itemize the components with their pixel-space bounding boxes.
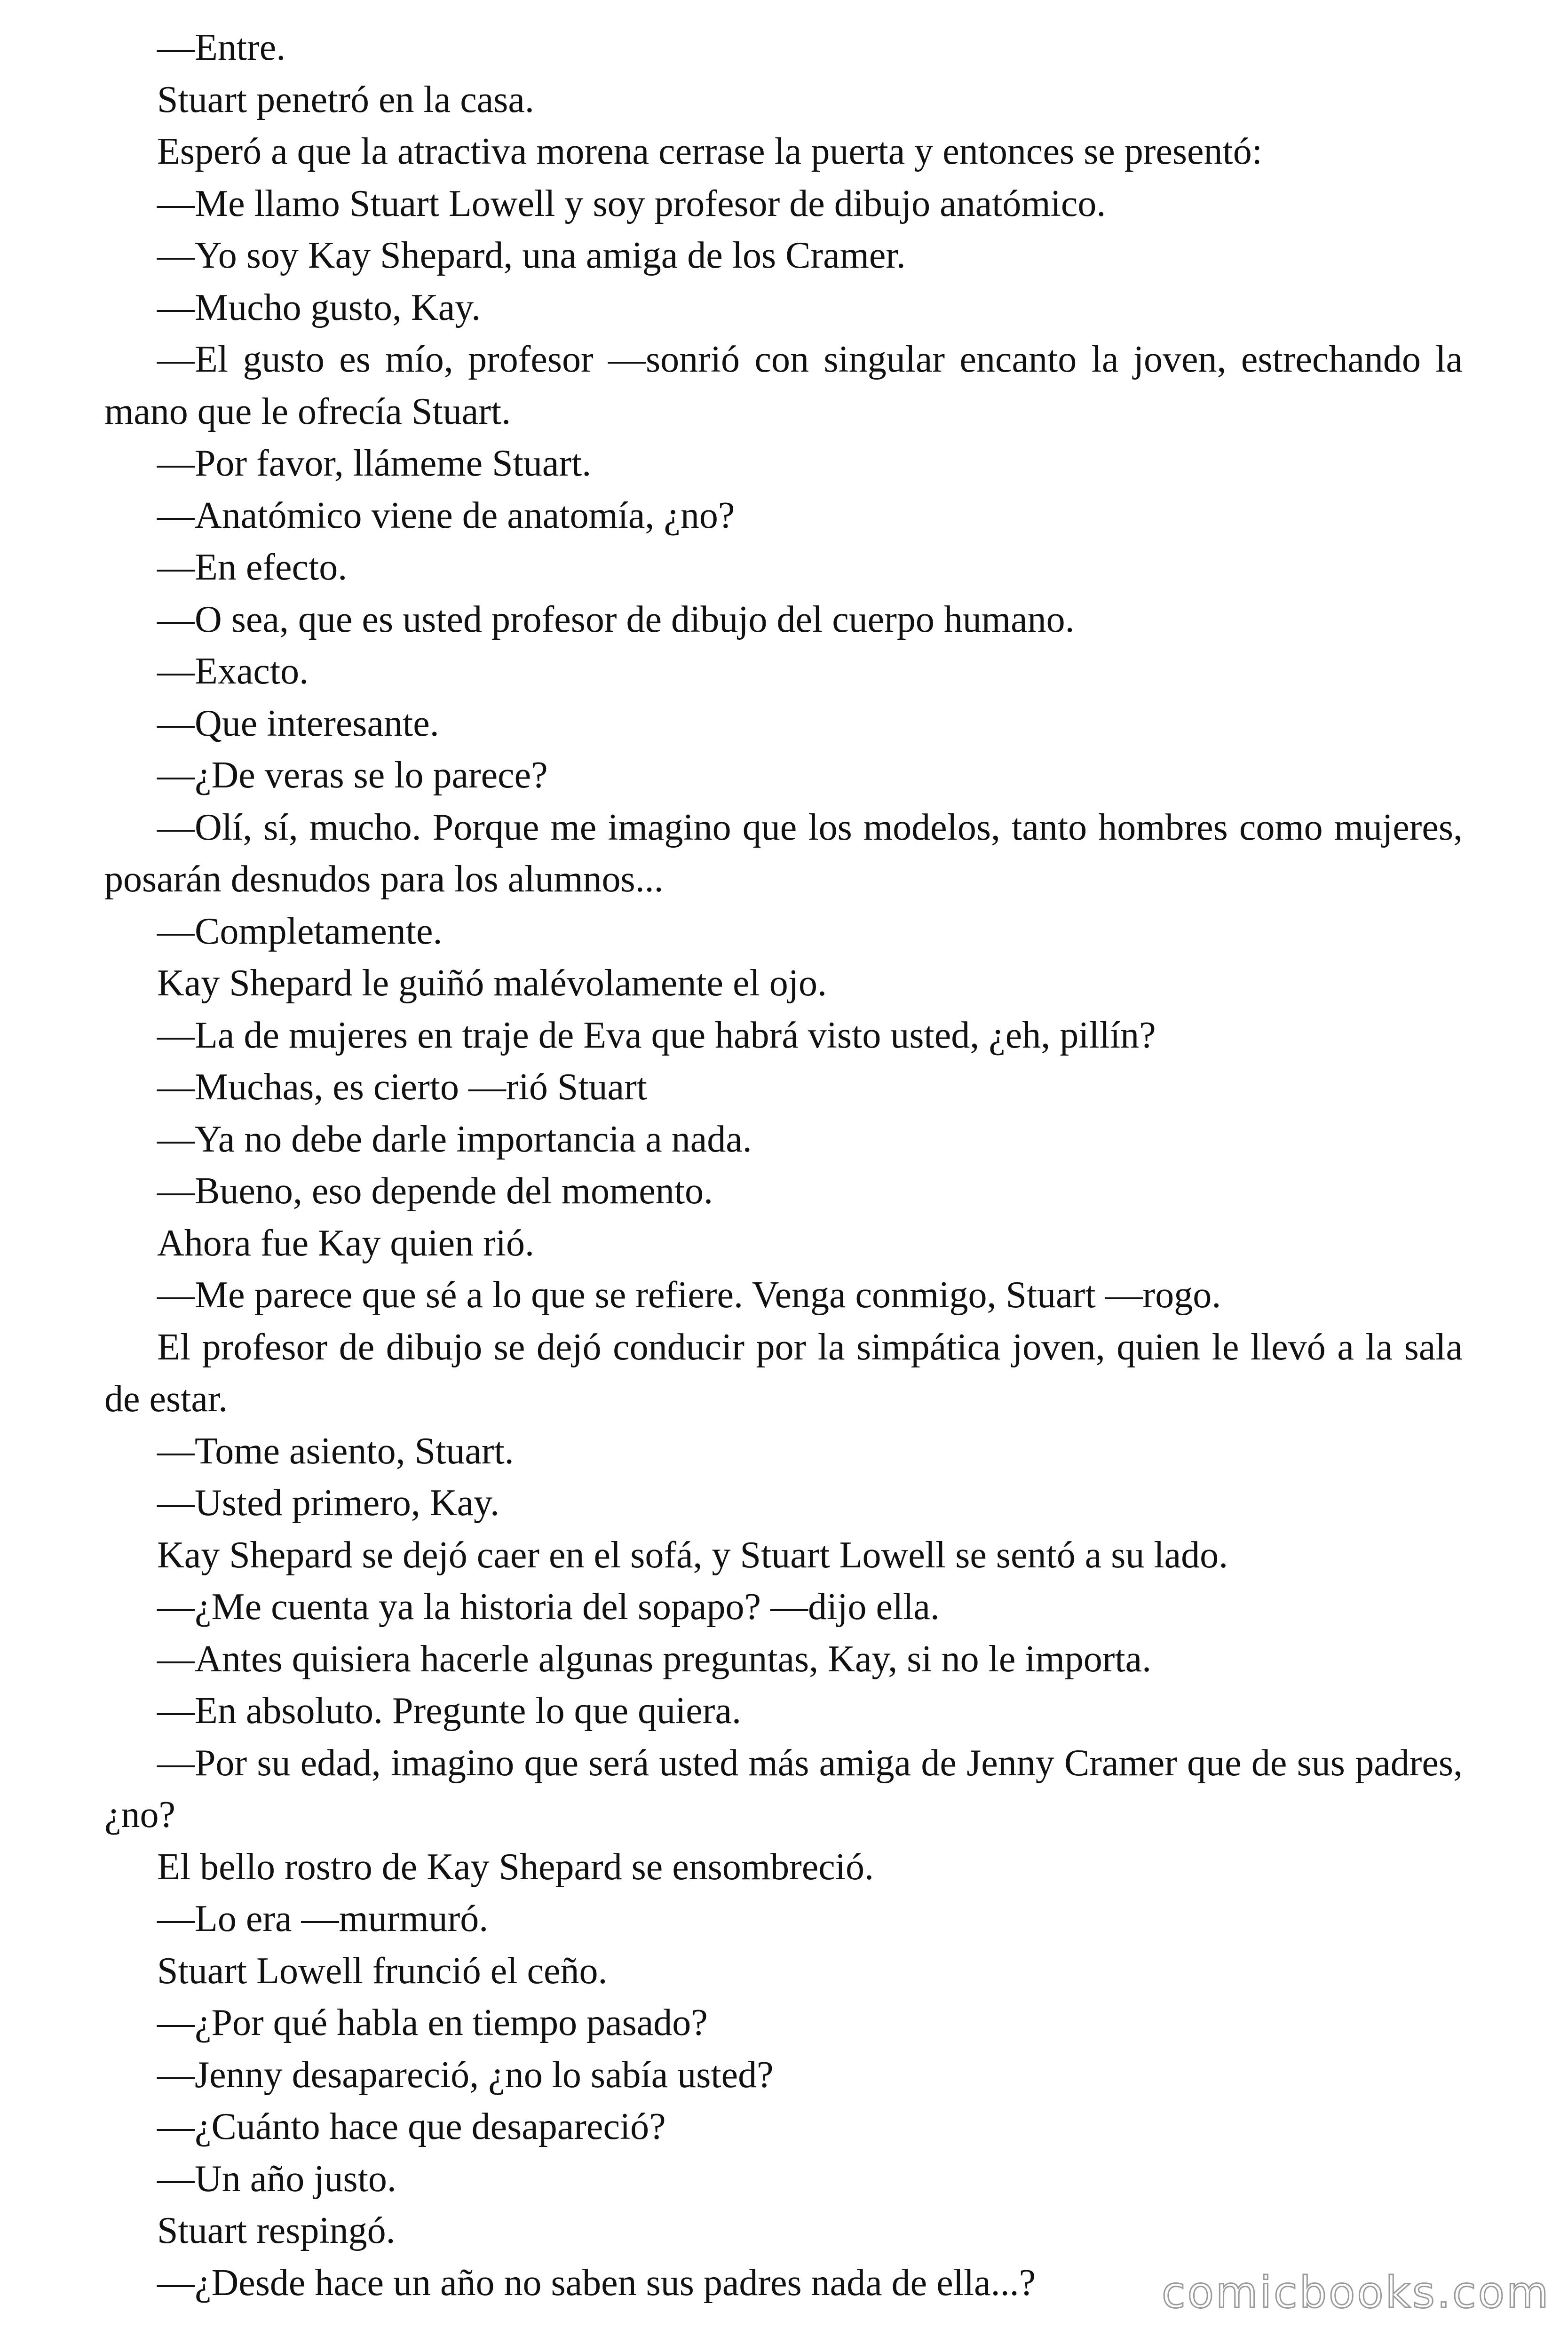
paragraph: —Jenny desapareció, ¿no lo sabía usted? (157, 2054, 774, 2096)
page-text (104, 22, 1463, 2309)
paragraph: —Por su edad, imagino que será usted más amiga de Jenny Cramer que de sus padres, ¿no? (104, 1742, 1463, 1836)
paragraph: —Olí, sí, mucho. Porque me imagino que los modelos, tanto hombres como mujeres, posarán desnudos para los alumnos... (104, 806, 1463, 900)
paragraph: —En absoluto. Pregunte lo que quiera. (157, 1690, 741, 1732)
paragraph: —Me parece que sé a lo que se refiere. Venga conmigo, Stuart —rogo. (157, 1274, 1221, 1316)
paragraph: Stuart Lowell frunció el ceño. (157, 1950, 608, 1992)
paragraph: —¿De veras se lo parece? (157, 755, 548, 796)
paragraph: —¿Cuánto hace que desapareció? (157, 2106, 666, 2147)
paragraph: —El gusto es mío, profesor —sonrió con singular encanto la joven, estrechando la mano que le ofrecía Stuart. (104, 339, 1463, 432)
paragraph: —Me llamo Stuart Lowell y soy profesor de dibujo anatómico. (157, 183, 1106, 224)
paragraph: —Por favor, llámeme Stuart. (157, 443, 592, 484)
paragraph: —Tome asiento, Stuart. (157, 1430, 514, 1472)
paragraph: Ahora fue Kay quien rió. (157, 1222, 534, 1264)
paragraph: —Anatómico viene de anatomía, ¿no? (157, 494, 735, 536)
paragraph: Kay Shepard se dejó caer en el sofá, y Stuart Lowell se sentó a su lado. (157, 1534, 1228, 1576)
paragraph: —Exacto. (157, 651, 309, 692)
paragraph: —¿Por qué habla en tiempo pasado? (157, 2002, 708, 2043)
paragraph: —Lo era —murmuró. (157, 1898, 489, 1939)
paragraph: —Muchas, es cierto —rió Stuart (157, 1066, 647, 1108)
paragraph: —Usted primero, Kay. (157, 1482, 499, 1524)
paragraph: —En efecto. (157, 547, 348, 588)
paragraph: Kay Shepard le guiñó malévolamente el ojo. (157, 962, 827, 1004)
paragraph: —Completamente. (157, 910, 443, 952)
paragraph: —Ya no debe darle importancia a nada. (157, 1118, 752, 1160)
paragraph: —Antes quisiera hacerle algunas preguntas, Kay, si no le importa. (157, 1638, 1152, 1680)
paragraph: —O sea, que es usted profesor de dibujo del cuerpo humano. (157, 598, 1075, 640)
paragraph: —Entre. (157, 27, 286, 68)
paragraph: —Mucho gusto, Kay. (157, 286, 481, 328)
paragraph: El profesor de dibujo se dejó conducir por la simpática joven, quien le llevó a la sala de estar. (104, 1326, 1463, 1420)
paragraph: —Que interesante. (157, 702, 439, 744)
paragraph: —¿Me cuenta ya la historia del sopapo? —dijo ella. (157, 1586, 940, 1628)
paragraph: —Un año justo. (157, 2158, 396, 2200)
paragraph: —Yo soy Kay Shepard, una amiga de los Cramer. (157, 235, 906, 276)
paragraph: —¿Desde hace un año no saben sus padres nada de ella...? (157, 2262, 1036, 2304)
paragraph: —La de mujeres en traje de Eva que habrá visto usted, ¿eh, pillín? (157, 1014, 1156, 1056)
watermark: comicbooks.com (1162, 2267, 1551, 2318)
paragraph: —Bueno, eso depende del momento. (157, 1170, 713, 1212)
paragraph: Stuart respingó. (157, 2210, 396, 2251)
paragraph: Esperó a que la atractiva morena cerrase la puerta y entonces se presentó: (157, 131, 1262, 172)
paragraph: El bello rostro de Kay Shepard se ensombreció. (157, 1846, 874, 1888)
paragraph: Stuart penetró en la casa. (157, 79, 534, 120)
